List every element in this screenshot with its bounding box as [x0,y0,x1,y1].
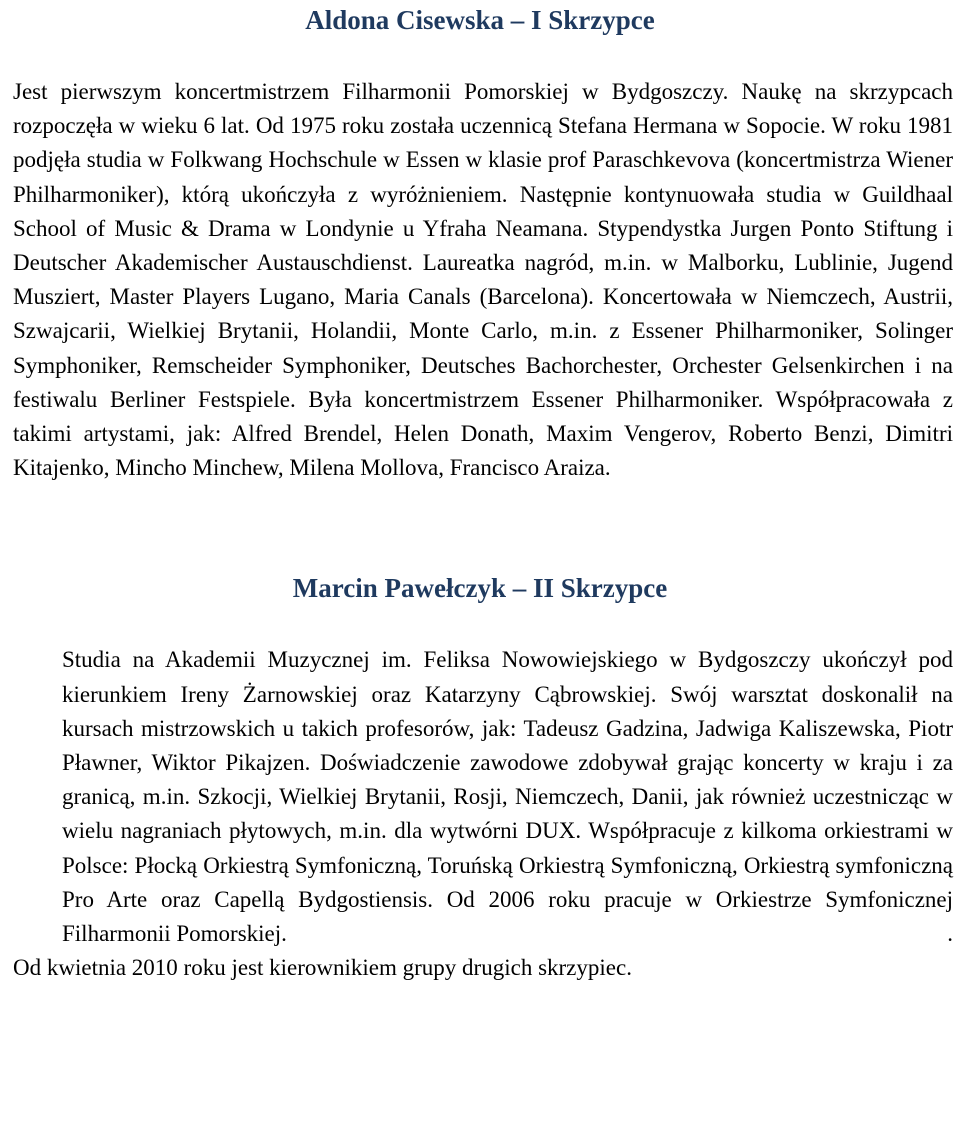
section-1-heading: Aldona Cisewska – I Skrzypce [305,5,655,35]
trailing-dot: . [947,921,953,947]
section-2-paragraph [7,643,953,951]
section-2-paragraph-text: Studia na Akademii Muzycznej im. Feliksa Nowowiejskiego w Bydgoszczy ukończył pod kierunkiem Ireny Żarnowskiej oraz Katarzyny Cąbrowskiej. Swój warsztat doskonalił na kursach mistrzowskich u takich profesorów, jak: Tadeusz Gadzina, Jadwiga Kaliszewska, Piotr Pławner, Wiktor Pikajzen. Doświadczenie zawodowe zdobywał grając koncerty w kraju i za granicą, m.in. Szkocji, Wielkiej Brytanii, Rosji, Niemczech, Danii, jak również uczestnicząc w wielu nagraniach płytowych, m.in. dla wytwórni DUX. Współpracuje z kilkoma orkiestrami w Polsce: Płocką Orkiestrą Symfoniczną, Toruńską Orkiestrą Symfoniczną, Orkiestrą symfoniczną Pro Arte oraz Capellą Bydgostiensis. Od 2006 roku pracuje w Orkiestrze Symfonicznej Filharmonii Pomorskiej. [62,647,953,947]
section-2-closing-line: Od kwietnia 2010 roku jest kierownikiem grupy drugich skrzypiec. [13,955,632,981]
section-2-heading: Marcin Pawełczyk – II Skrzypce [292,573,668,604]
document-page [7,0,953,985]
section-1-paragraph: Jest pierwszym koncertmistrzem Filharmonii Pomorskiej w Bydgoszczy. Naukę na skrzypcach rozpoczęła w wieku 6 lat. Od 1975 roku została uczennicą Stefana Hermana w Sopocie. W roku 1981 podjęła studia w Folkwang Hochschule w Essen w klasie prof Paraschkevova (koncertmistrza Wiener Philharmoniker), którą ukończyła z wyróżnieniem. Następnie kontynuowała studia w Guildhaal School of Music & Drama w Londynie u Yfraha Neamana. Stypendystka Jurgen Ponto Stiftung i Deutscher Akademischer Austauschdienst. Laureatka nagród, m.in. w Malborku, Lublinie, Jugend Musziert, Master Players Lugano, Maria Canals (Barcelona). Koncertowała w Niemczech, Austrii, Szwajcarii, Wielkiej Brytanii, Holandii, Monte Carlo, m.in. z Essener Philharmoniker, Solinger Symphoniker, Remscheider Symphoniker, Deutsches Bachorchester, Orchester Gelsenkirchen i na festiwalu Berliner Festspiele. Była koncertmistrzem Essener Philharmoniker. Współpracowała z takimi artystami, jak: Alfred Brendel, Helen Donath, Maxim Vengerov, Roberto Benzi, Dimitri Kitajenko, Mincho Minchew, Milena Mollova, Francisco Araiza. [13,79,953,481]
